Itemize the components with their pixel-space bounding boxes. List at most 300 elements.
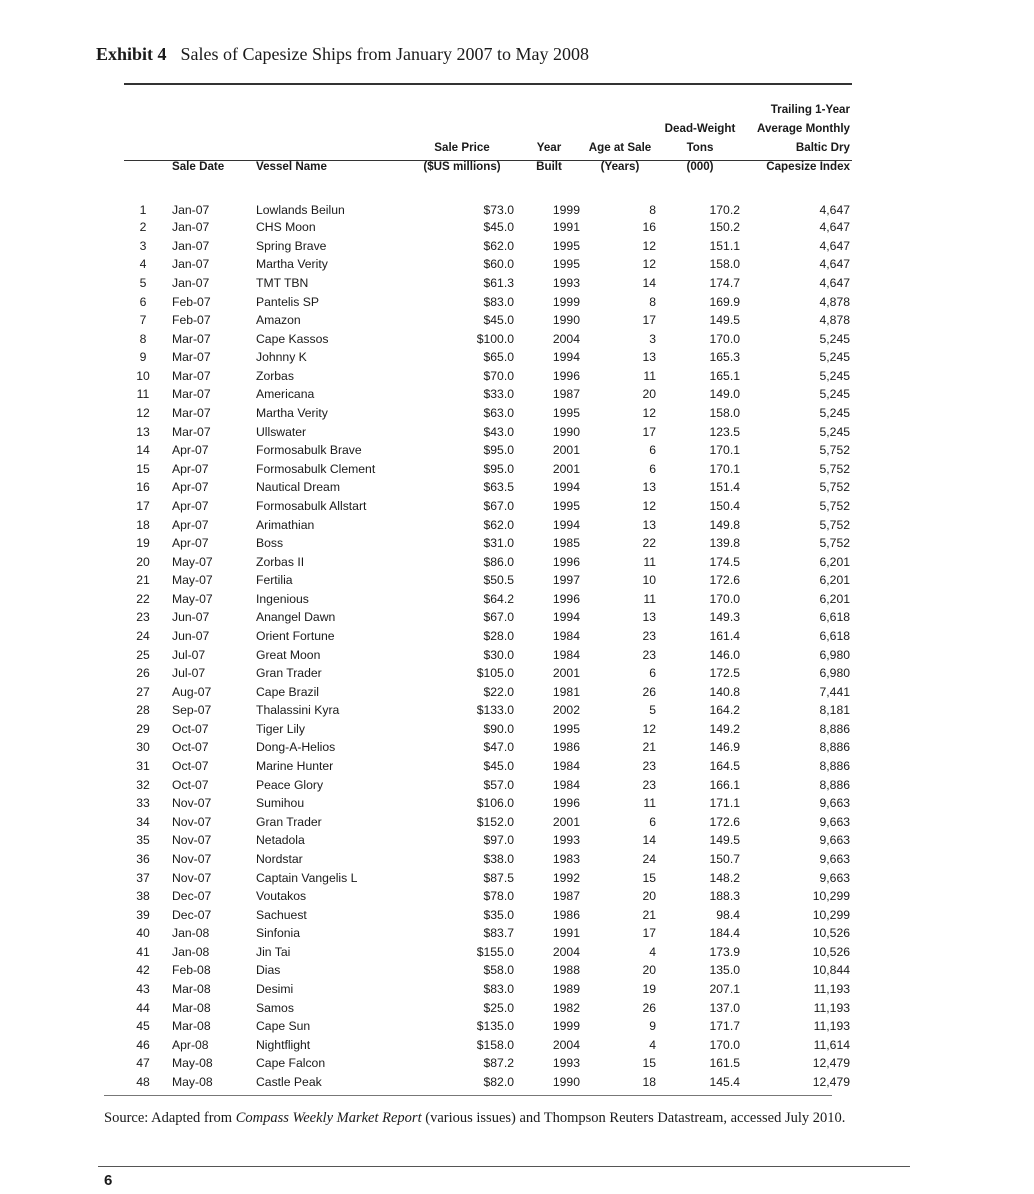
vessel-name-cell: Zorbas xyxy=(256,368,294,383)
vessel-name-cell: Amazon xyxy=(256,313,301,328)
table-top-rule xyxy=(124,83,852,85)
sale-date-cell: Aug-07 xyxy=(172,684,212,699)
sale-date-cell: Apr-07 xyxy=(172,443,209,458)
dead-weight-cell: 161.4 xyxy=(709,629,740,643)
baltic-index-cell: 8,886 xyxy=(819,721,850,736)
age-at-sale-cell: 26 xyxy=(642,684,656,699)
year-built-cell: 1996 xyxy=(552,796,580,811)
vessel-name-cell: Marine Hunter xyxy=(256,759,334,774)
age-at-sale-cell: 4 xyxy=(649,944,656,959)
dead-weight-cell: 139.8 xyxy=(709,536,740,551)
table-row xyxy=(124,980,852,999)
table-row xyxy=(124,292,852,311)
baltic-index-cell: 4,878 xyxy=(819,294,850,309)
year-built-cell: 1984 xyxy=(552,647,580,662)
row-index: 2 xyxy=(139,220,147,235)
row-index: 47 xyxy=(136,1056,150,1071)
year-built-cell: 1999 xyxy=(552,203,580,217)
table-row xyxy=(124,385,852,404)
vessel-name-cell: TMT TBN xyxy=(256,276,309,291)
sale-date-cell: Mar-07 xyxy=(172,387,211,402)
sale-price-cell: $50.5 xyxy=(483,573,514,588)
row-index: 23 xyxy=(136,610,150,625)
dead-weight-cell: 164.5 xyxy=(709,759,740,774)
dead-weight-cell: 149.5 xyxy=(709,313,740,328)
dead-weight-cell: 171.1 xyxy=(709,796,740,811)
vessel-name-cell: Jin Tai xyxy=(256,944,291,959)
year-built-cell: 1996 xyxy=(552,591,580,606)
dead-weight-cell: 170.1 xyxy=(709,461,740,476)
year-built-cell: 1981 xyxy=(552,684,580,699)
age-at-sale-cell: 23 xyxy=(642,759,656,774)
dead-weight-cell: 149.8 xyxy=(709,517,740,532)
dead-weight-cell: 149.0 xyxy=(709,387,740,402)
baltic-index-cell: 5,245 xyxy=(819,424,850,439)
table-row xyxy=(124,478,852,497)
dead-weight-cell: 151.1 xyxy=(709,238,740,253)
year-built-cell: 1993 xyxy=(552,276,580,291)
table-row xyxy=(124,775,852,794)
dead-weight-cell: 149.2 xyxy=(709,721,740,736)
year-built-cell: 2002 xyxy=(552,703,580,718)
year-built-cell: 1990 xyxy=(552,1074,580,1089)
dead-weight-cell: 172.6 xyxy=(709,814,740,829)
sale-price-cell: $87.2 xyxy=(483,1056,514,1071)
sale-date-cell: Mar-07 xyxy=(172,406,211,421)
age-at-sale-cell: 23 xyxy=(642,629,656,643)
vessel-name-cell: Anangel Dawn xyxy=(256,610,336,625)
sale-date-cell: Jul-07 xyxy=(172,666,206,681)
sale-price-cell: $82.0 xyxy=(483,1074,514,1089)
vessel-name-cell: Nightflight xyxy=(256,1037,311,1052)
table-row xyxy=(124,627,852,646)
header-year-built-line2: Built xyxy=(536,160,562,173)
row-index: 7 xyxy=(139,313,147,328)
sale-date-cell: Nov-07 xyxy=(172,851,212,866)
vessel-name-cell: Cape Falcon xyxy=(256,1056,326,1071)
baltic-index-cell: 5,245 xyxy=(819,350,850,365)
row-index: 24 xyxy=(136,629,150,643)
row-index: 11 xyxy=(136,387,150,402)
baltic-index-cell: 5,752 xyxy=(819,498,850,513)
year-built-cell: 1984 xyxy=(552,777,580,792)
sale-price-cell: $70.0 xyxy=(483,368,514,383)
row-index: 39 xyxy=(136,907,150,922)
baltic-index-cell: 12,479 xyxy=(812,1074,850,1089)
year-built-cell: 1984 xyxy=(552,759,580,774)
row-index: 20 xyxy=(136,554,150,569)
year-built-cell: 1997 xyxy=(552,573,580,588)
age-at-sale-cell: 14 xyxy=(642,276,656,291)
table-row xyxy=(124,255,852,274)
vessel-name-cell: Gran Trader xyxy=(256,814,322,829)
sale-price-cell: $58.0 xyxy=(483,963,514,978)
vessel-name-cell: Gran Trader xyxy=(256,666,322,681)
sale-price-cell: $64.2 xyxy=(483,591,514,606)
table-row xyxy=(124,905,852,924)
age-at-sale-cell: 3 xyxy=(649,331,656,346)
dead-weight-cell: 170.0 xyxy=(709,331,740,346)
sale-price-cell: $90.0 xyxy=(483,721,514,736)
baltic-index-cell: 10,844 xyxy=(812,963,850,978)
age-at-sale-cell: 11 xyxy=(643,591,656,606)
sale-price-cell: $86.0 xyxy=(483,554,514,569)
header-sale-price-line1: Sale Price xyxy=(434,141,490,154)
age-at-sale-cell: 8 xyxy=(649,203,656,217)
year-built-cell: 1987 xyxy=(552,387,580,402)
dead-weight-cell: 169.9 xyxy=(709,294,740,309)
year-built-cell: 1992 xyxy=(552,870,580,885)
row-index: 3 xyxy=(139,238,147,253)
sale-price-cell: $33.0 xyxy=(483,387,514,402)
header-dwt-line1: Dead-Weight xyxy=(664,122,736,135)
table-row xyxy=(124,608,852,627)
sale-date-cell: Apr-08 xyxy=(172,1037,209,1052)
year-built-cell: 2001 xyxy=(552,666,580,681)
baltic-index-cell: 10,299 xyxy=(812,907,850,922)
row-index: 28 xyxy=(136,703,150,718)
year-built-cell: 1991 xyxy=(552,220,580,235)
source-note xyxy=(104,1110,845,1127)
age-at-sale-cell: 12 xyxy=(642,238,656,253)
baltic-index-cell: 4,647 xyxy=(819,238,850,253)
row-index: 14 xyxy=(136,443,150,458)
sale-price-cell: $35.0 xyxy=(483,907,514,922)
sale-date-cell: May-07 xyxy=(172,554,213,569)
header-sale-date-label: Sale Date xyxy=(172,160,225,173)
vessel-name-cell: Peace Glory xyxy=(256,777,324,792)
row-index: 27 xyxy=(136,684,150,699)
vessel-name-cell: Lowlands Beilun xyxy=(256,203,345,217)
dead-weight-cell: 140.8 xyxy=(709,684,740,699)
dead-weight-cell: 161.5 xyxy=(709,1056,740,1071)
sale-price-cell: $106.0 xyxy=(476,796,514,811)
vessel-name-cell: Tiger Lily xyxy=(256,721,305,736)
dead-weight-cell: 164.2 xyxy=(709,703,740,718)
year-built-cell: 1995 xyxy=(552,257,580,272)
sale-date-cell: Jan-07 xyxy=(172,220,210,235)
table-row xyxy=(124,645,852,664)
exhibit-title xyxy=(96,44,589,65)
sale-price-cell: $22.0 xyxy=(483,684,514,699)
baltic-index-cell: 4,647 xyxy=(819,276,850,291)
source-prefix: Source: Adapted from xyxy=(104,1110,236,1126)
age-at-sale-cell: 13 xyxy=(642,517,656,532)
row-index: 43 xyxy=(136,981,150,996)
baltic-index-cell: 10,526 xyxy=(812,926,850,941)
sale-price-cell: $67.0 xyxy=(483,610,514,625)
dead-weight-cell: 170.0 xyxy=(709,1037,740,1052)
age-at-sale-cell: 6 xyxy=(649,461,656,476)
table-row xyxy=(124,552,852,571)
sale-date-cell: Jan-08 xyxy=(172,944,210,959)
header-age-line1: Age at Sale xyxy=(588,141,652,154)
baltic-index-cell: 5,752 xyxy=(819,517,850,532)
sale-date-cell: Nov-07 xyxy=(172,796,212,811)
age-at-sale-cell: 17 xyxy=(642,313,656,328)
baltic-index-cell: 5,752 xyxy=(819,536,850,551)
table-row xyxy=(124,590,852,609)
sale-date-cell: Dec-07 xyxy=(172,889,212,904)
vessel-name-cell: Americana xyxy=(256,387,315,402)
sale-price-cell: $25.0 xyxy=(483,1000,514,1015)
table-row xyxy=(124,943,852,962)
age-at-sale-cell: 26 xyxy=(642,1000,656,1015)
baltic-index-cell: 7,441 xyxy=(819,684,850,699)
row-index: 19 xyxy=(136,536,150,551)
age-at-sale-cell: 5 xyxy=(649,703,656,718)
row-index: 40 xyxy=(136,926,150,941)
year-built-cell: 1994 xyxy=(552,480,580,495)
baltic-index-cell: 5,245 xyxy=(819,387,850,402)
table-row xyxy=(124,831,852,850)
exhibit-caption: Sales of Capesize Ships from January 2007 to May 2008 xyxy=(180,44,589,64)
sale-price-cell: $135.0 xyxy=(476,1019,514,1034)
sale-price-cell: $57.0 xyxy=(483,777,514,792)
sale-price-cell: $95.0 xyxy=(483,461,514,476)
sale-date-cell: Apr-07 xyxy=(172,480,209,495)
age-at-sale-cell: 19 xyxy=(642,981,656,996)
sale-date-cell: Jun-07 xyxy=(172,610,210,625)
header-dead-weight-tons xyxy=(658,100,742,180)
baltic-index-cell: 11,614 xyxy=(813,1037,850,1052)
dead-weight-cell: 151.4 xyxy=(709,480,740,495)
row-index: 15 xyxy=(136,461,150,476)
sale-price-cell: $83.0 xyxy=(483,981,514,996)
row-index: 44 xyxy=(136,1000,150,1015)
baltic-index-cell: 8,886 xyxy=(819,759,850,774)
vessel-name-cell: Netadola xyxy=(256,833,305,848)
table-row xyxy=(124,274,852,293)
sale-date-cell: Nov-07 xyxy=(172,833,212,848)
vessel-name-cell: Sumihou xyxy=(256,796,305,811)
table-row xyxy=(124,515,852,534)
sale-price-cell: $87.5 xyxy=(483,870,514,885)
sale-date-cell: Dec-07 xyxy=(172,907,212,922)
vessel-name-cell: Cape Sun xyxy=(256,1019,311,1034)
baltic-index-cell: 11,193 xyxy=(813,1000,850,1015)
row-index: 36 xyxy=(136,851,150,866)
row-index: 16 xyxy=(136,480,150,495)
sale-price-cell: $63.5 xyxy=(483,480,514,495)
dead-weight-cell: 137.0 xyxy=(709,1000,740,1015)
sale-date-cell: Jan-07 xyxy=(172,257,210,272)
dead-weight-cell: 170.2 xyxy=(709,203,740,217)
sale-price-cell: $28.0 xyxy=(483,629,514,643)
baltic-index-cell: 9,663 xyxy=(819,833,850,848)
table-row xyxy=(124,887,852,906)
year-built-cell: 1990 xyxy=(552,424,580,439)
age-at-sale-cell: 15 xyxy=(642,870,656,885)
baltic-index-cell: 6,980 xyxy=(819,647,850,662)
year-built-cell: 2001 xyxy=(552,443,580,458)
sale-date-cell: Jan-08 xyxy=(172,926,210,941)
dead-weight-cell: 165.3 xyxy=(709,350,740,365)
baltic-index-cell: 10,299 xyxy=(812,889,850,904)
table-row xyxy=(124,1073,852,1092)
sale-date-cell: Mar-08 xyxy=(172,981,211,996)
vessel-name-cell: Arimathian xyxy=(256,517,315,532)
sale-date-cell: May-08 xyxy=(172,1056,213,1071)
sale-date-cell: Mar-07 xyxy=(172,331,211,346)
year-built-cell: 1989 xyxy=(552,981,580,996)
sale-price-cell: $73.0 xyxy=(483,203,514,217)
sale-date-cell: Apr-07 xyxy=(172,536,209,551)
vessel-name-cell: Thalassini Kyra xyxy=(256,703,340,718)
sale-date-cell: Apr-07 xyxy=(172,461,209,476)
table-row xyxy=(124,850,852,869)
age-at-sale-cell: 22 xyxy=(642,536,656,551)
vessel-name-cell: Boss xyxy=(256,536,284,551)
baltic-index-cell: 4,878 xyxy=(819,313,850,328)
sale-date-cell: May-08 xyxy=(172,1074,213,1089)
sale-date-cell: Mar-07 xyxy=(172,350,211,365)
year-built-cell: 1995 xyxy=(552,721,580,736)
header-age-line2: (Years) xyxy=(600,160,640,173)
row-index: 37 xyxy=(136,870,150,885)
age-at-sale-cell: 13 xyxy=(642,610,656,625)
table-row xyxy=(124,998,852,1017)
row-index: 25 xyxy=(136,647,150,662)
age-at-sale-cell: 16 xyxy=(642,220,656,235)
header-bdi-line2: Average Monthly xyxy=(757,122,850,135)
sale-date-cell: Mar-07 xyxy=(172,424,211,439)
baltic-index-cell: 6,201 xyxy=(819,554,850,569)
row-index: 41 xyxy=(136,944,150,959)
row-index: 21 xyxy=(136,573,150,588)
sale-date-cell: Feb-07 xyxy=(172,294,211,309)
year-built-cell: 1999 xyxy=(552,294,580,309)
vessel-name-cell: Zorbas II xyxy=(256,554,305,569)
baltic-index-cell: 6,980 xyxy=(819,666,850,681)
dead-weight-cell: 188.3 xyxy=(709,889,740,904)
age-at-sale-cell: 20 xyxy=(642,889,656,904)
header-year-built xyxy=(516,100,582,180)
sale-price-cell: $63.0 xyxy=(483,406,514,421)
sale-price-cell: $38.0 xyxy=(483,851,514,866)
baltic-index-cell: 8,886 xyxy=(819,777,850,792)
dead-weight-cell: 166.1 xyxy=(709,777,740,792)
vessel-name-cell: Dias xyxy=(256,963,281,978)
sale-date-cell: Nov-07 xyxy=(172,814,212,829)
year-built-cell: 1987 xyxy=(552,889,580,904)
baltic-index-cell: 4,647 xyxy=(819,257,850,272)
table-row xyxy=(124,218,852,237)
table-row xyxy=(124,571,852,590)
source-suffix: (various issues) and Thompson Reuters Datastream, accessed July 2010. xyxy=(421,1110,846,1126)
row-index: 1 xyxy=(139,203,147,217)
sale-price-cell: $45.0 xyxy=(483,313,514,328)
vessel-name-cell: Castle Peak xyxy=(256,1074,322,1089)
vessel-name-cell: Spring Brave xyxy=(256,238,327,253)
header-bdi-line4: Capesize Index xyxy=(766,160,850,173)
age-at-sale-cell: 18 xyxy=(642,1074,656,1089)
row-index: 8 xyxy=(139,331,147,346)
baltic-index-cell: 6,201 xyxy=(819,573,850,588)
age-at-sale-cell: 21 xyxy=(642,907,656,922)
sale-price-cell: $158.0 xyxy=(476,1037,514,1052)
dead-weight-cell: 146.0 xyxy=(709,647,740,662)
table-row xyxy=(124,924,852,943)
table-row xyxy=(124,422,852,441)
header-vessel-name xyxy=(254,100,408,180)
sale-price-cell: $45.0 xyxy=(483,220,514,235)
year-built-cell: 1996 xyxy=(552,554,580,569)
table-row xyxy=(124,1054,852,1073)
row-index: 34 xyxy=(136,814,150,829)
dead-weight-cell: 184.4 xyxy=(709,926,740,941)
sale-price-cell: $60.0 xyxy=(483,257,514,272)
vessel-name-cell: Ullswater xyxy=(256,424,307,439)
baltic-index-cell: 11,193 xyxy=(813,981,850,996)
vessel-name-cell: Formosabulk Clement xyxy=(256,461,376,476)
baltic-index-cell: 6,618 xyxy=(819,610,850,625)
header-year-built-line1: Year xyxy=(536,141,562,154)
age-at-sale-cell: 8 xyxy=(649,294,656,309)
sale-date-cell: Jun-07 xyxy=(172,629,210,643)
header-bdi-line1: Trailing 1-Year xyxy=(770,103,850,116)
age-at-sale-cell: 23 xyxy=(642,647,656,662)
table-row xyxy=(124,348,852,367)
dead-weight-cell: 149.5 xyxy=(709,833,740,848)
capesize-sales-table xyxy=(124,100,852,1091)
header-age-at-sale xyxy=(582,100,658,180)
table-row xyxy=(124,682,852,701)
baltic-index-cell: 9,663 xyxy=(819,851,850,866)
year-built-cell: 1995 xyxy=(552,238,580,253)
age-at-sale-cell: 23 xyxy=(642,777,656,792)
sale-price-cell: $133.0 xyxy=(476,703,514,718)
vessel-name-cell: Orient Fortune xyxy=(256,629,335,643)
dead-weight-cell: 150.4 xyxy=(709,498,740,513)
sale-price-cell: $62.0 xyxy=(483,238,514,253)
baltic-index-cell: 8,181 xyxy=(819,703,850,718)
sale-price-cell: $47.0 xyxy=(483,740,514,755)
table-row xyxy=(124,404,852,423)
row-index: 48 xyxy=(136,1074,150,1089)
vessel-name-cell: Dong-A-Helios xyxy=(256,740,336,755)
dead-weight-cell: 98.4 xyxy=(716,907,740,922)
sale-date-cell: Jan-07 xyxy=(172,203,210,217)
year-built-cell: 1994 xyxy=(552,517,580,532)
sale-price-cell: $105.0 xyxy=(476,666,514,681)
row-index: 45 xyxy=(136,1019,150,1034)
year-built-cell: 1993 xyxy=(552,1056,580,1071)
dead-weight-cell: 172.6 xyxy=(709,573,740,588)
dead-weight-cell: 158.0 xyxy=(709,257,740,272)
baltic-index-cell: 9,663 xyxy=(819,870,850,885)
dead-weight-cell: 165.1 xyxy=(709,368,740,383)
sale-date-cell: Nov-07 xyxy=(172,870,212,885)
table-row xyxy=(124,534,852,553)
year-built-cell: 1991 xyxy=(552,926,580,941)
baltic-index-cell: 5,245 xyxy=(819,331,850,346)
dead-weight-cell: 174.7 xyxy=(709,276,740,291)
source-publication: Compass Weekly Market Report xyxy=(235,1110,422,1126)
sale-date-cell: Mar-07 xyxy=(172,368,211,383)
age-at-sale-cell: 6 xyxy=(649,814,656,829)
vessel-name-cell: Johnny K xyxy=(256,350,307,365)
sale-price-cell: $100.0 xyxy=(476,331,514,346)
dead-weight-cell: 171.7 xyxy=(709,1019,740,1034)
age-at-sale-cell: 9 xyxy=(649,1019,656,1034)
sale-price-cell: $95.0 xyxy=(483,443,514,458)
year-built-cell: 1993 xyxy=(552,833,580,848)
sale-date-cell: Jan-07 xyxy=(172,276,210,291)
year-built-cell: 2004 xyxy=(552,1037,580,1052)
age-at-sale-cell: 6 xyxy=(649,443,656,458)
source-top-rule xyxy=(104,1095,832,1096)
